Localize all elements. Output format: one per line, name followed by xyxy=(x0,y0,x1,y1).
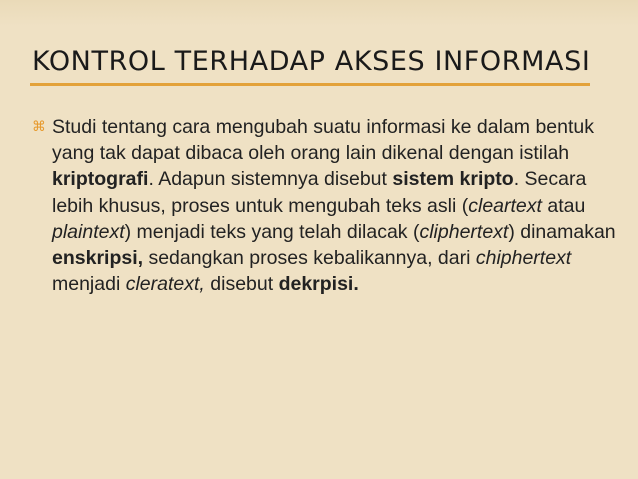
x-mark-icon: ⌘ xyxy=(32,119,46,135)
para-text-9: disebut xyxy=(204,273,279,296)
top-band-shade xyxy=(0,0,638,26)
term-sistem-kripto: sistem kripto xyxy=(392,168,514,191)
term-dekrpisi: dekrpisi. xyxy=(278,273,359,296)
para-text-2: . Adapun sistemnya disebut xyxy=(148,168,393,191)
term-cliphertext: cliphertext xyxy=(419,220,509,243)
para-text-4: atau xyxy=(541,194,586,217)
term-kriptografi: kriptografi xyxy=(52,168,149,191)
term-plaintext: plaintext xyxy=(52,220,125,243)
para-text-6: ) dinamakan xyxy=(508,220,616,243)
top-decorative-band xyxy=(0,0,638,26)
para-text-5: ) menjadi teks yang telah dilacak ( xyxy=(124,220,420,243)
term-enskripsi: enskripsi, xyxy=(52,247,144,270)
bullet-paragraph xyxy=(52,114,627,297)
para-text-7: sedangkan proses kebalikannya, dari xyxy=(143,247,476,270)
para-text-8: menjadi xyxy=(52,273,126,296)
para-text-3: . Secara lebih khusus, proses untuk mengubah teks asli ( xyxy=(52,168,587,217)
term-chiphertext: chiphertext xyxy=(475,247,572,270)
title-underline xyxy=(30,83,590,86)
term-cleratext: cleratext, xyxy=(125,273,205,296)
slide-title: KONTROL TERHADAP AKSES INFORMASI xyxy=(32,46,591,77)
term-cleartext: cleartext xyxy=(468,194,542,217)
para-text-1: Studi tentang cara mengubah suatu informasi ke dalam bentuk yang tak dapat dibaca oleh orang lain dikenal dengan istilah xyxy=(52,116,595,165)
